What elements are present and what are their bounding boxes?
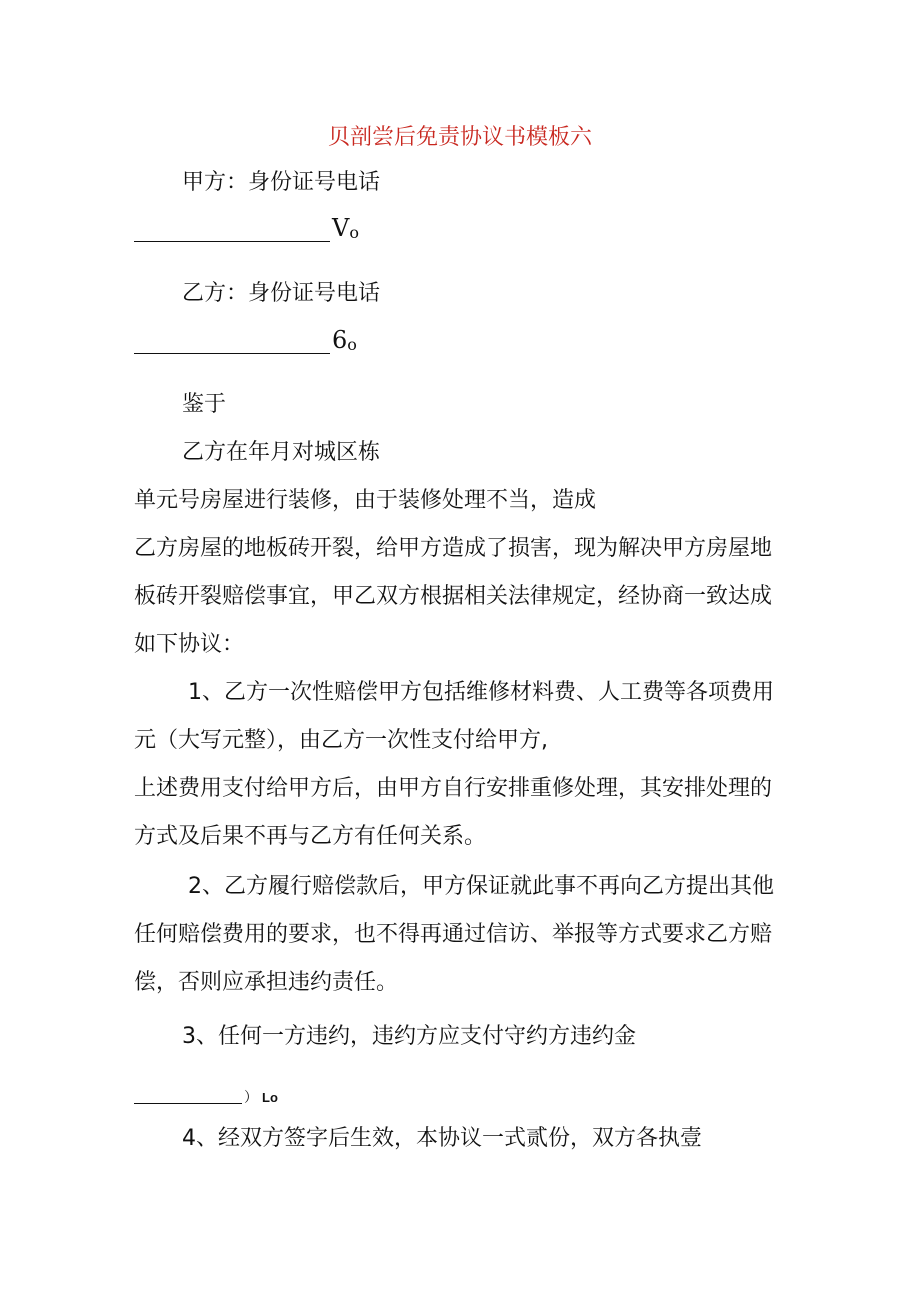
clause-2-line: 任何赔偿费用的要求，也不得再通过信访、举报等方式要求乙方赔 [134, 922, 773, 947]
document-title: 贝剖尝后免责协议书模板六 [327, 125, 592, 150]
party-a-suffix-sub: o [349, 223, 359, 242]
paragraph-line: 乙方在年月对城区栋 [182, 440, 381, 465]
paragraph-line: 单元号房屋进行装修，由于装修处理不当，造成 [134, 488, 597, 513]
party-b-blank-underline [134, 353, 330, 354]
party-a-blank-underline [134, 241, 330, 242]
clause-1-line: 上述费用支付给甲方后，由甲方自行安排重修处理，其安排处理的 [134, 776, 773, 801]
party-a-suffix [332, 213, 359, 248]
party-a-blank-row [134, 214, 359, 248]
clause-3-blank-row [134, 1088, 278, 1106]
whereas-heading: 鉴于 [182, 392, 227, 417]
party-b-suffix-main: 6 [332, 326, 348, 354]
clause-2-line: 偿，否则应承担违约责任。 [134, 970, 399, 995]
party-b-suffix [332, 325, 357, 360]
clause-3-line: 3、任何一方违约，违约方应支付守约方违约金 [182, 1024, 636, 1049]
clause-1-line: 1、乙方一次性赔偿甲方包括维修材料费、人工费等各项费用 [188, 680, 774, 705]
paragraph-line: 板砖开裂赔偿事宜，甲乙双方根据相关法律规定，经协商一致达成 [134, 584, 773, 609]
clause-3-blank-underline [134, 1103, 242, 1104]
party-b-suffix-sub: o [347, 335, 357, 354]
paragraph-line: 乙方房屋的地板砖开裂，给甲方造成了损害，现为解决甲方房屋地 [134, 536, 773, 561]
party-b-blank-row [134, 326, 357, 360]
clause-4-line: 4、经双方签字后生效，本协议一式贰份，双方各执壹 [182, 1126, 702, 1151]
clause-1-line: 元（大写元整），由乙方一次性支付给甲方, [134, 728, 548, 753]
clause-3-paren: ） [244, 1090, 258, 1106]
clause-2-line: 2、乙方履行赔偿款后，甲方保证就此事不再向乙方提出其他 [188, 874, 774, 899]
clause-1-line: 方式及后果不再与乙方有任何关系。 [134, 824, 487, 849]
party-a-line: 甲方：身份证号电话 [182, 170, 381, 195]
paragraph-line: 如下协议： [134, 632, 245, 657]
clause-3-suffix: Lo [262, 1090, 278, 1105]
party-a-suffix-main: V [332, 214, 350, 242]
party-b-line: 乙方：身份证号电话 [182, 281, 381, 306]
